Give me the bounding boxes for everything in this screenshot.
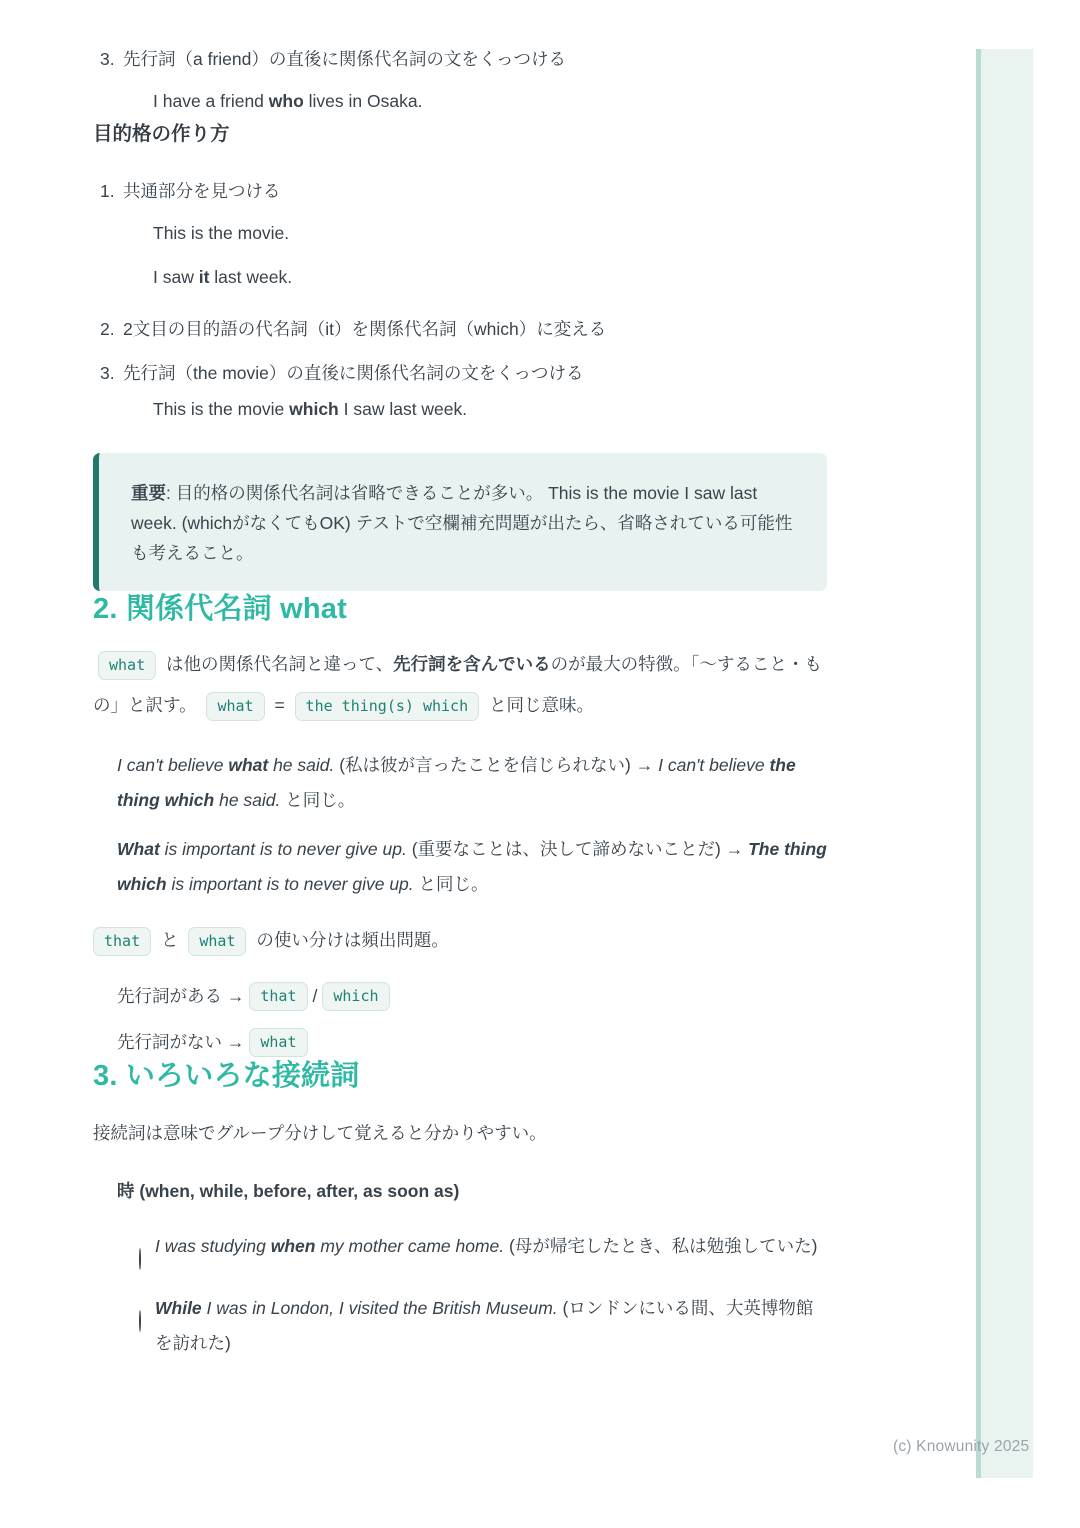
inline-code-which: which [322,982,389,1011]
inline-code-the-things-which: the thing(s) which [295,692,480,721]
callout-text: : 目的格の関係代名詞は省略できることが多い。 This is the movie I saw last week. (whichがなくてもOK) テストで空欄補充問題が出たら、省略されている可能性も考えること。 [131,483,793,564]
copyright-watermark: (c) Knowunity 2025 [893,1438,1030,1455]
scroll-track[interactable] [976,49,1033,1478]
list-item-text [155,1229,817,1277]
step-text: 2文目の目的語の代名詞（it）を関係代名詞（which）に変える [123,318,607,339]
section-heading-conjunctions: 3. いろいろな接続詞 [93,1060,360,1092]
text-segment: と同じ。 [413,873,489,894]
list-item-text [153,86,422,118]
text-segment: の使い分けは頻出問題。 [251,929,449,950]
text-segment-italic: he said. [268,754,335,775]
text-segment: I saw [153,267,199,288]
text-segment: = [269,694,290,715]
paragraph-what-intro [93,644,827,726]
text-segment: と同じ。 [280,789,356,810]
text-segment-bold-italic: when [270,1236,316,1257]
list-item [137,1291,827,1361]
text-segment-italic: is important is to never give up. [159,838,407,859]
ordered-step [100,314,827,346]
text-segment: I saw last week. [338,398,468,419]
inline-code-what: what [206,692,264,721]
text-segment-bold-italic: The thing which [117,838,827,894]
inline-code-that: that [93,927,151,956]
step-number: 2. [100,318,115,339]
text-segment-bold-italic: While [155,1298,202,1319]
circle-bullet-icon [139,1242,141,1277]
text-segment-italic: he said. [214,789,281,810]
ordered-step [100,176,827,208]
list-item-text [153,394,467,426]
list-item [101,748,827,818]
inline-code-what: what [188,927,246,956]
list-item-text [155,1291,827,1361]
list-item-text [117,832,827,902]
inline-code-that: that [249,982,307,1011]
step-number: 3. [100,363,115,384]
list-item [137,218,827,250]
list-item [101,832,827,902]
text-segment: と [156,929,184,950]
important-callout [93,453,827,591]
text-segment: (母が帰宅したとき、私は勉強していた) [504,1236,818,1257]
text-segment-bold: it [198,267,210,288]
text-segment: lives in Osaka. [303,90,423,111]
text-segment-bold-italic: what [228,754,269,775]
list-item [137,86,827,118]
text-segment: This is the movie [153,398,290,419]
text-segment-italic: is important is to never give up. [166,873,414,894]
text-segment-italic: I was studying [155,1236,271,1257]
conjunction-group-time: 時 (when, while, before, after, as soon as) [117,1180,460,1201]
ordered-step [100,44,827,76]
text-segment-bold-italic: the thing which [117,754,796,810]
text-segment-italic: my mother came home. [315,1236,505,1257]
step-text: 共通部分を見つける [123,181,281,202]
text-segment-bold: who [268,90,304,111]
text-segment: と同じ意味。 [484,694,594,715]
ordered-step [100,358,827,390]
text-segment-bold-italic: What [117,838,160,859]
list-item [101,981,827,1013]
step-number: 3. [100,49,115,69]
paragraph-conjunctions-intro: 接続詞は意味でグループ分けして覚えると分かりやすい。 [93,1123,547,1144]
list-item-text [117,748,827,818]
subsection-heading: 目的格の作り方 [93,123,230,145]
section-heading-what: 2. 関係代名詞 what [93,593,347,626]
text-segment-italic: I can't believe [658,754,770,775]
list-item [137,394,827,426]
step-number: 1. [100,181,115,202]
rule-separator: / [312,986,318,1006]
text-segment-italic: I was in London, I visited the British Museum. [201,1298,558,1319]
text-segment-italic: I can't believe [117,754,229,775]
circle-bullet-icon [139,1304,141,1361]
callout-label: 重要 [131,483,166,504]
text-segment: は他の関係代名詞と違って、 [161,653,394,674]
list-item-text [153,262,292,294]
text-segment: のが最大の特徴。「～すること・もの」と訳す。 [93,653,822,715]
inline-code-what: what [249,1028,307,1057]
rule-text: 先行詞がある → [117,986,245,1006]
text-segment: (重要なことは、決して諦めないことだ) → [406,838,749,859]
text-segment: (ロンドンにいる間、大英博物館を訪れた) [155,1298,814,1354]
paragraph-that-vs-what [93,920,827,961]
text-segment: I have a friend [153,90,269,111]
rule-text: 先行詞がない → [117,1031,245,1052]
list-item [101,1176,827,1208]
document-page [93,44,827,1361]
text-segment-bold: 先行詞を含んでいる [393,653,551,674]
step-text: 先行詞（a friend）の直後に関係代名詞の文をくっつける [123,49,567,69]
text-segment: last week. [209,267,293,288]
inline-code-what: what [98,651,156,680]
list-item [137,262,827,294]
text-segment-bold: which [289,398,339,419]
list-item [137,1229,827,1277]
step-text: 先行詞（the movie）の直後に関係代名詞の文をくっつける [123,363,584,384]
text-segment: (私は彼が言ったことを信じられない) → [334,754,659,775]
list-item [101,1027,827,1059]
list-item-text: This is the movie. [153,222,290,243]
